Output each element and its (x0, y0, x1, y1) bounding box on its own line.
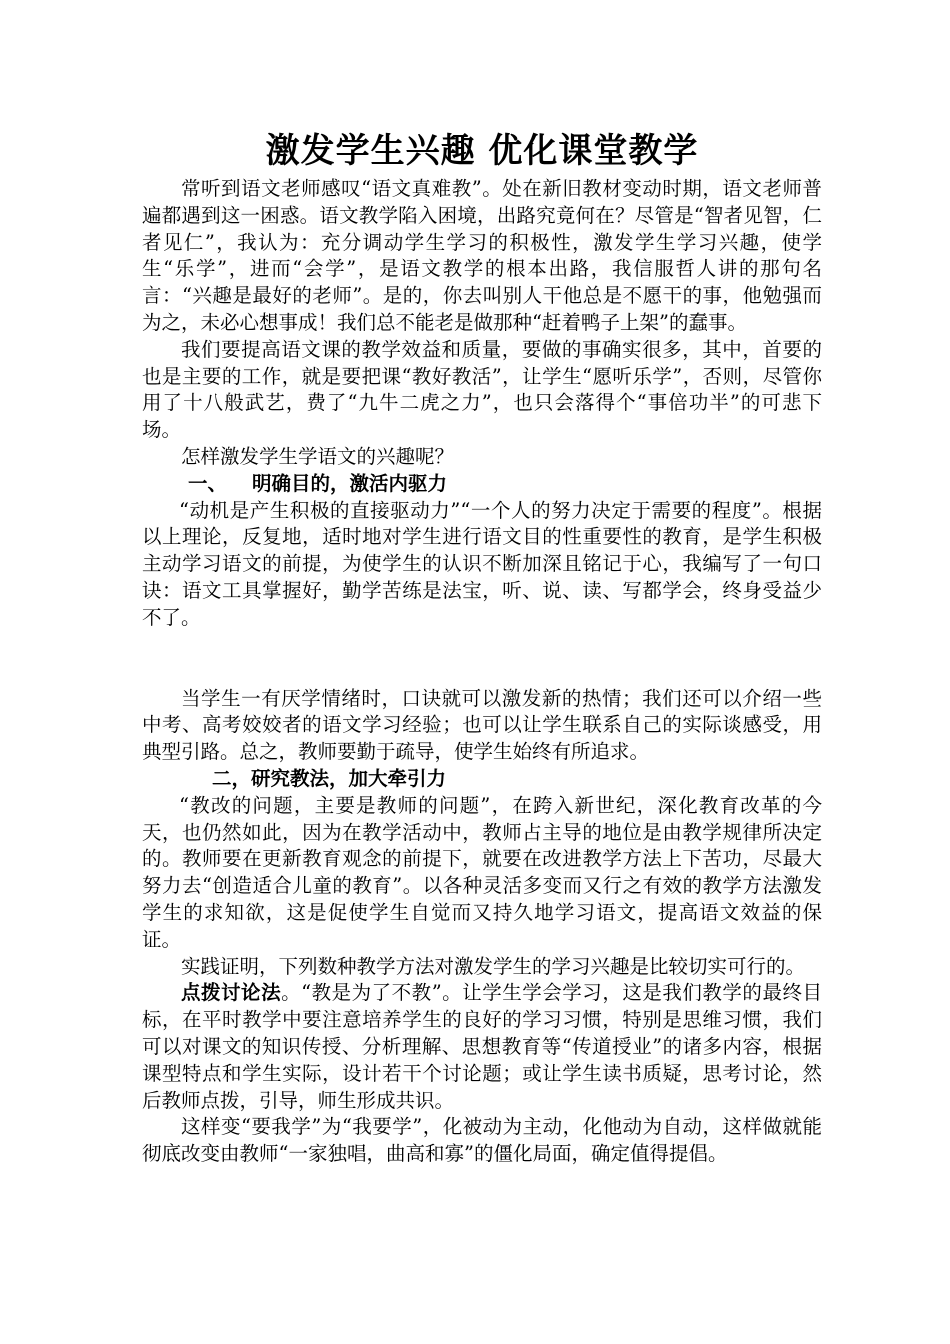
paragraph-intro: 常听到语文老师感叹“语文真难教”。处在新旧教材变动时期，语文老师普遍都遇到这一困惑。语文教学陷入困境，出路究竟何在？尽管是“智者见智，仁者见仁”，我认为：充分调动学生学习的积极性，激发学生学习兴趣，使学生“乐学”，进而“会学”，是语文教学的根本出路，我信服哲人讲的那句名言：“兴趣是最好的老师”。是的，你去叫别人干他总是不愿干的事，他勉强而为之，未必心想事成！我们总不能老是做那种“赶着鸭子上架”的蠢事。 (142, 177, 822, 334)
section-title-1: 明确目的，激活内驱力 (252, 471, 448, 495)
paragraph-motivation: “动机是产生积极的直接驱动力”“一个人的努力决定于需要的程度”。根据以上理论，反复地，适时地对学生进行语文目的性重要性的教育，是学生积极主动学习语文的前提，为使学生的认识不断加深且铭记于心，我编写了一句口诀：语文工具掌握好，勤学苦练是法宝，听、说、读、写都学会，终身受益少不了。 (142, 498, 822, 629)
paragraph-conclusion: 这样变“要我学”为“我要学”，化被动为主动，化他动为自动，这样做就能彻底改变由教师“一家独唱，曲高和寡”的僵化局面，确定值得提倡。 (142, 1115, 822, 1166)
paragraph-quality: 我们要提高语文课的教学效益和质量，要做的事确实很多，其中，首要的也是主要的工作，就是要把课“教好教活”，让学生“愿听乐学”，否则，尽管你用了十八般武艺，费了“九牛二虎之力”，也只会落得个“事倍功半”的可悲下场。 (142, 337, 822, 442)
method-description: 。“教是为了不教”。让学生学会学习，这是我们教学的最终目标，在平时教学中要注意培养学生的良好的学习习惯，特别是思维习惯，我们可以对课文的知识传授、分析理解、思想教育等“传道授业”的诸多内容，根据课型特点和学生实际，设计若干个讨论题；或让学生读书质疑，思考讨论，然后教师点拨，引导，师生形成共识。 (142, 981, 822, 1112)
paragraph-discussion-method (142, 980, 822, 1114)
section-heading-2: 二，研究教法，加大牵引力 (212, 766, 447, 790)
document-page (142, 128, 822, 1168)
section-heading-1 (142, 471, 822, 498)
paragraph-question: 怎样激发学生学语文的兴趣呢？ (181, 444, 455, 468)
paragraph-teaching-reform: “教改的问题，主要是教师的问题”，在跨入新世纪，深化教育改革的今天，也仍然如此，因为在教学活动中，教师占主导的地位是由教学规律所决定的。教师要在更新教育观念的前提下，就要在改进教学方法上下苦功，尽最大努力去“创造适合儿童的教育”。以各种灵活多变而又行之有效的教学方法激发学生的求知欲，这是促使学生自觉而又持久地学习语文，提高语文效益的保证。 (142, 793, 822, 951)
document-title: 激发学生兴趣 优化课堂教学 (265, 131, 699, 171)
section-number-1: 一、 (188, 471, 228, 495)
method-name: 点拨讨论法 (181, 981, 282, 1005)
blank-space (142, 632, 822, 686)
paragraph-practice: 实践证明，下列数种教学方法对激发学生的学习兴趣是比较切实可行的。 (181, 954, 806, 978)
paragraph-guidance: 当学生一有厌学情绪时，口诀就可以激发新的热情；我们还可以介绍一些中考、高考姣姣者的语文学习经验；也可以让学生联系自己的实际谈感受，用典型引路。总之，教师要勤于疏导，使学生始终有所追求。 (142, 686, 822, 764)
